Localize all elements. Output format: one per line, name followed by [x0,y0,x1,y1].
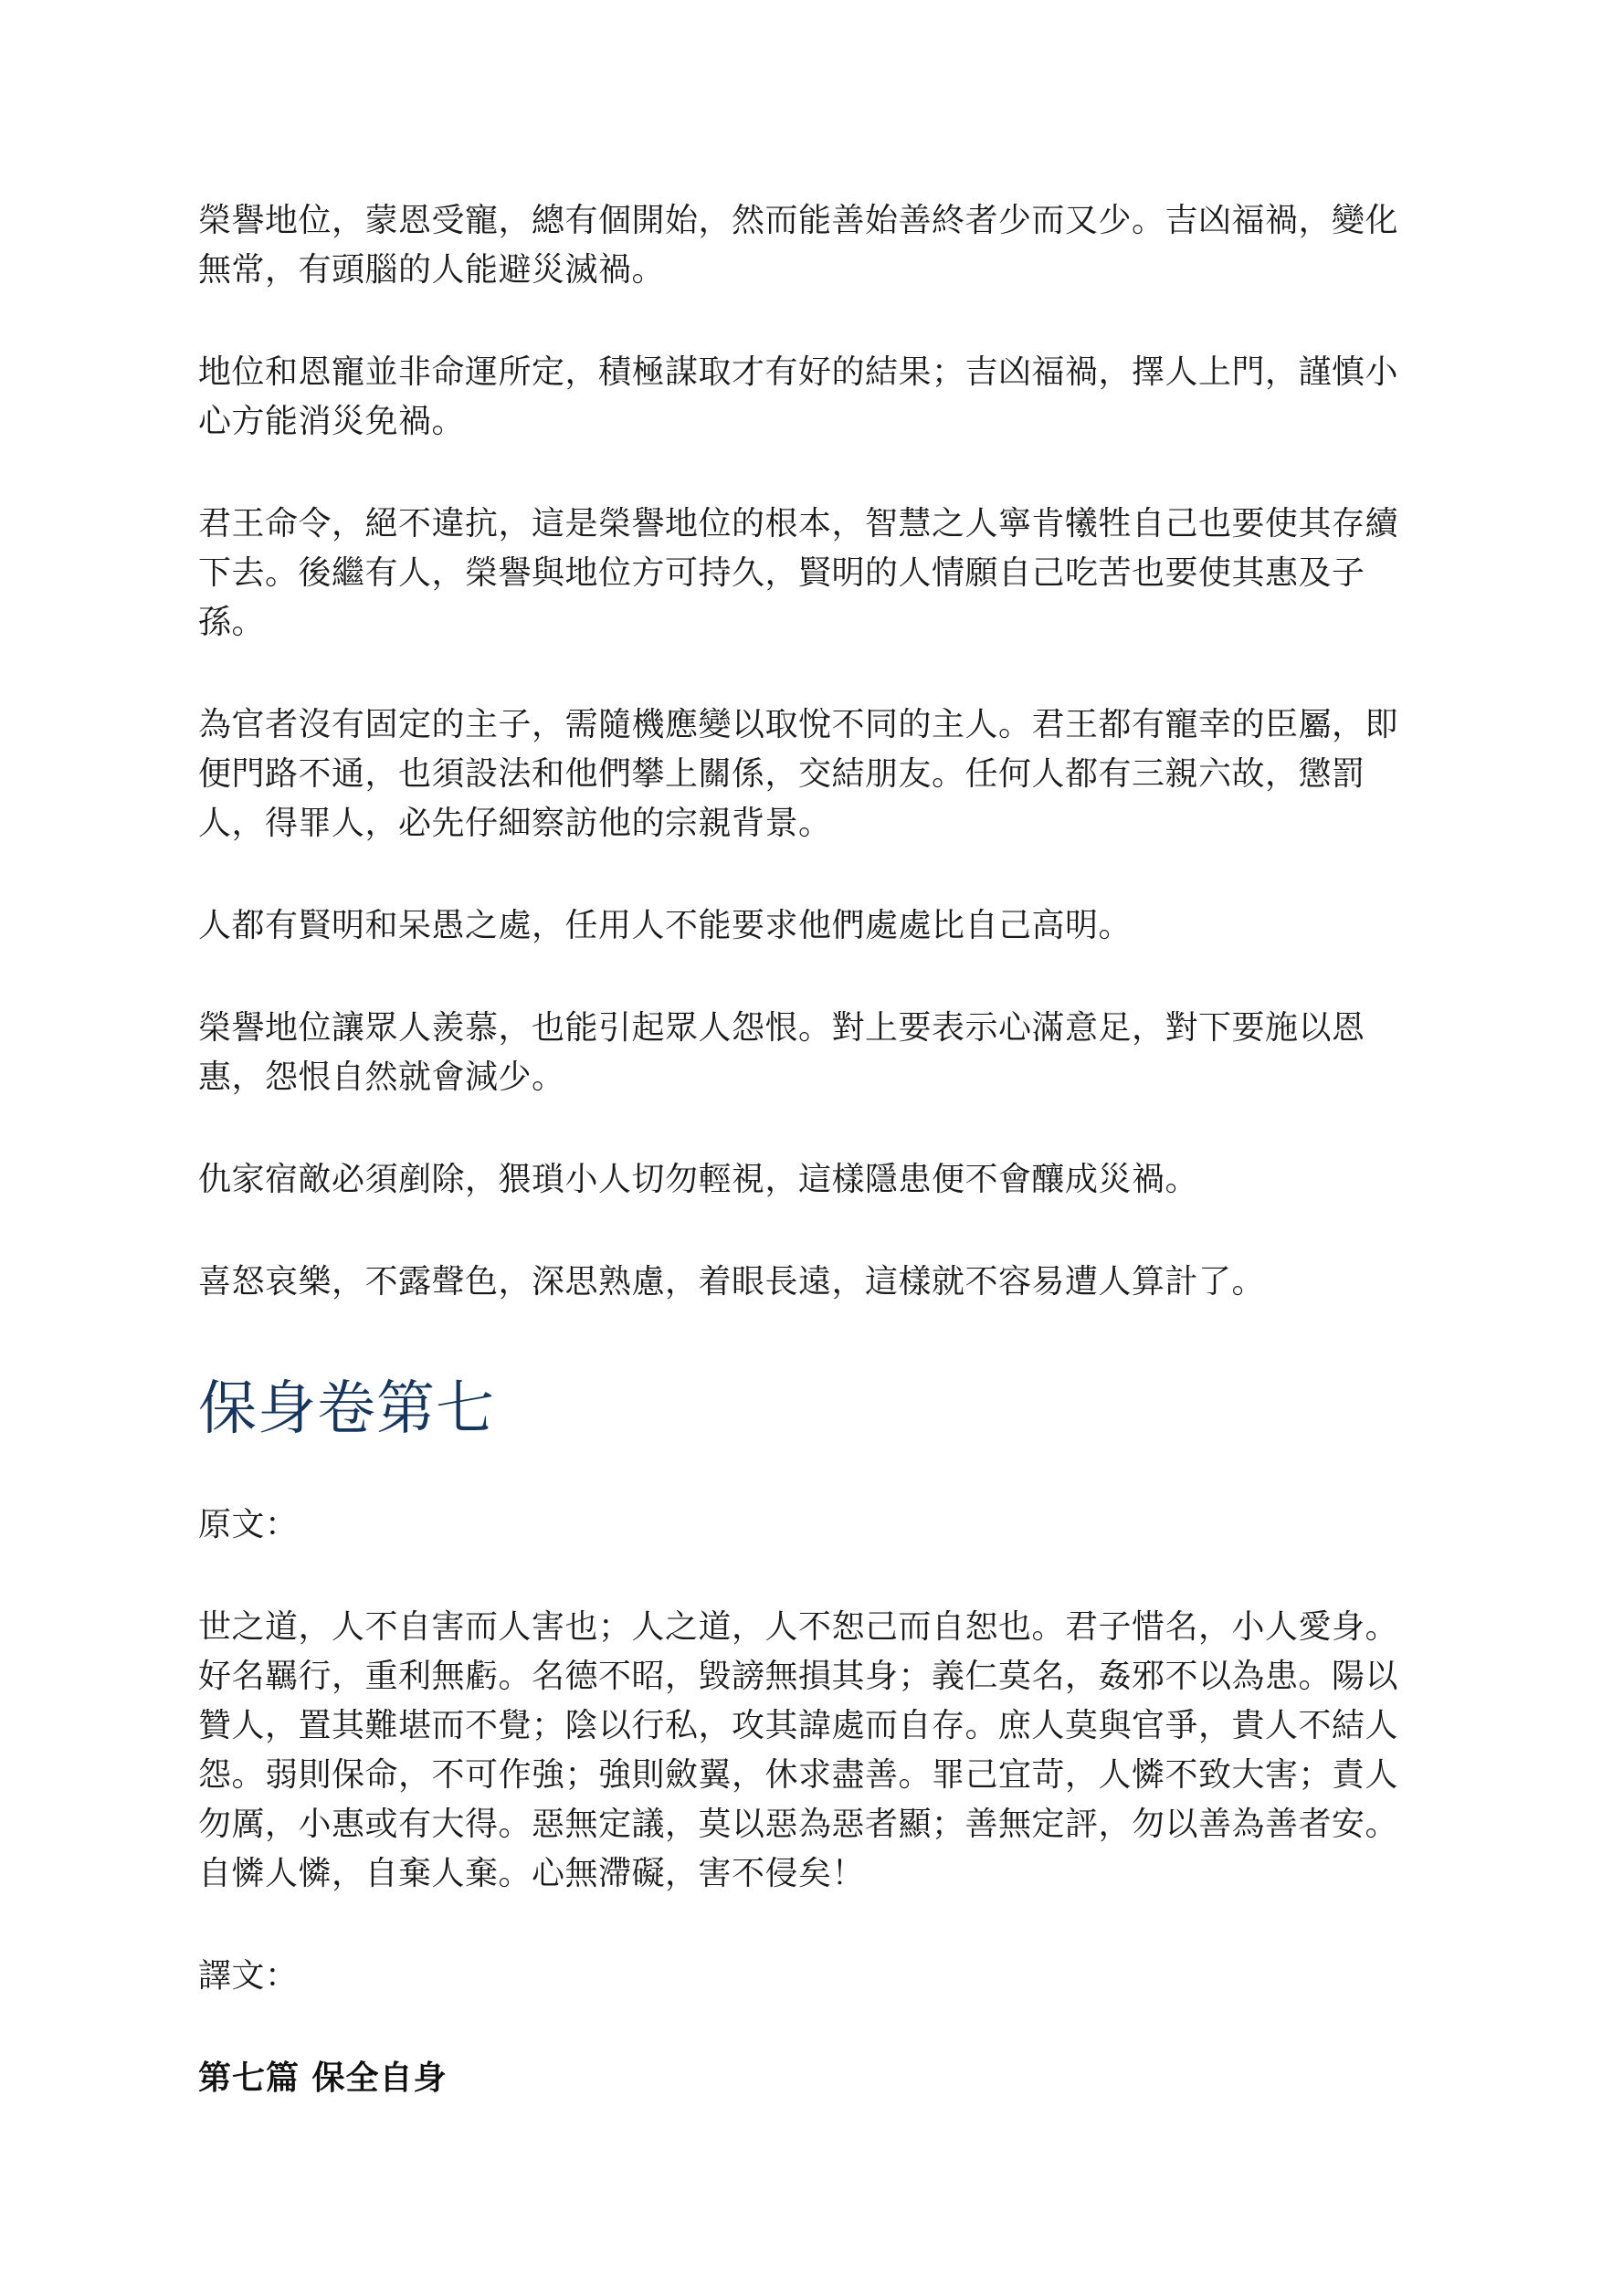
paragraph-wise-and-foolish: 人都有賢明和呆愚之處，任用人不能要求他們處處比自己高明。 [198,907,1133,944]
paragraph-status-not-fate: 地位和恩寵並非命運所定，積極謀取才有好的結果；吉凶福禍，擇人上門，謹慎小心方能消災免禍。 [198,353,1399,440]
paragraph-envy-resentment: 榮譽地位讓眾人羨慕，也能引起眾人怨恨。對上要表示心滿意足，對下要施以恩惠，怨恨自然就會減少。 [198,1009,1365,1096]
paragraph-honor-beginning: 榮譽地位，蒙恩受寵，總有個開始，然而能善始善終者少而又少。吉凶福禍，變化無常，有頭腦的人能避災滅禍。 [198,202,1399,289]
paragraph-officials-masters: 為官者沒有固定的主子，需隨機應變以取悅不同的主人。君王都有寵幸的臣屬，即便門路不通，也須設法和他們攀上關係，交結朋友。任何人都有三親六故，懲罰人，得罪人，必先仔細察訪他的宗親背景。 [198,706,1399,842]
original-text-paragraph: 世之道，人不自害而人害也；人之道，人不恕己而自恕也。君子惜名，小人愛身。好名羈行，重利無虧。名德不昭，毀謗無損其身；義仁莫名，姦邪不以為患。陽以贊人，置其難堪而不覺；陰以行私，攻其諱處而自存。庶人莫與官爭，貴人不結人怨。弱則保命，不可作強；強則斂翼，休求盡善。罪己宜苛，人憐不致大害；責人勿厲，小惠或有大得。惡無定議，莫以惡為惡者顯；善無定評，勿以善為善者安。自憐人憐，自棄人棄。心無滯礙，害不侵矣！ [198,1608,1399,1892]
section-title: 保身卷第七 [198,1375,495,1443]
paragraph-enemies: 仇家宿敵必須剷除，猥瑣小人切勿輕視，這樣隱患便不會釀成災禍。 [198,1161,1199,1198]
original-text-label: 原文： [198,1506,299,1543]
paragraph-emotions: 喜怒哀樂，不露聲色，深思熟慮，着眼長遠，這樣就不容易遭人算計了。 [198,1263,1266,1301]
document-body [198,196,1427,2156]
chapter-heading: 第七篇 保全自身 [198,2059,448,2097]
translation-label: 譯文： [198,1957,299,1995]
paragraph-royal-orders: 君王命令，絕不違抗，這是榮譽地位的根本，智慧之人寧肯犧牲自己也要使其存續下去。後繼有人，榮譽與地位方可持久，賢明的人情願自己吃苦也要使其惠及子孫。 [198,505,1399,641]
